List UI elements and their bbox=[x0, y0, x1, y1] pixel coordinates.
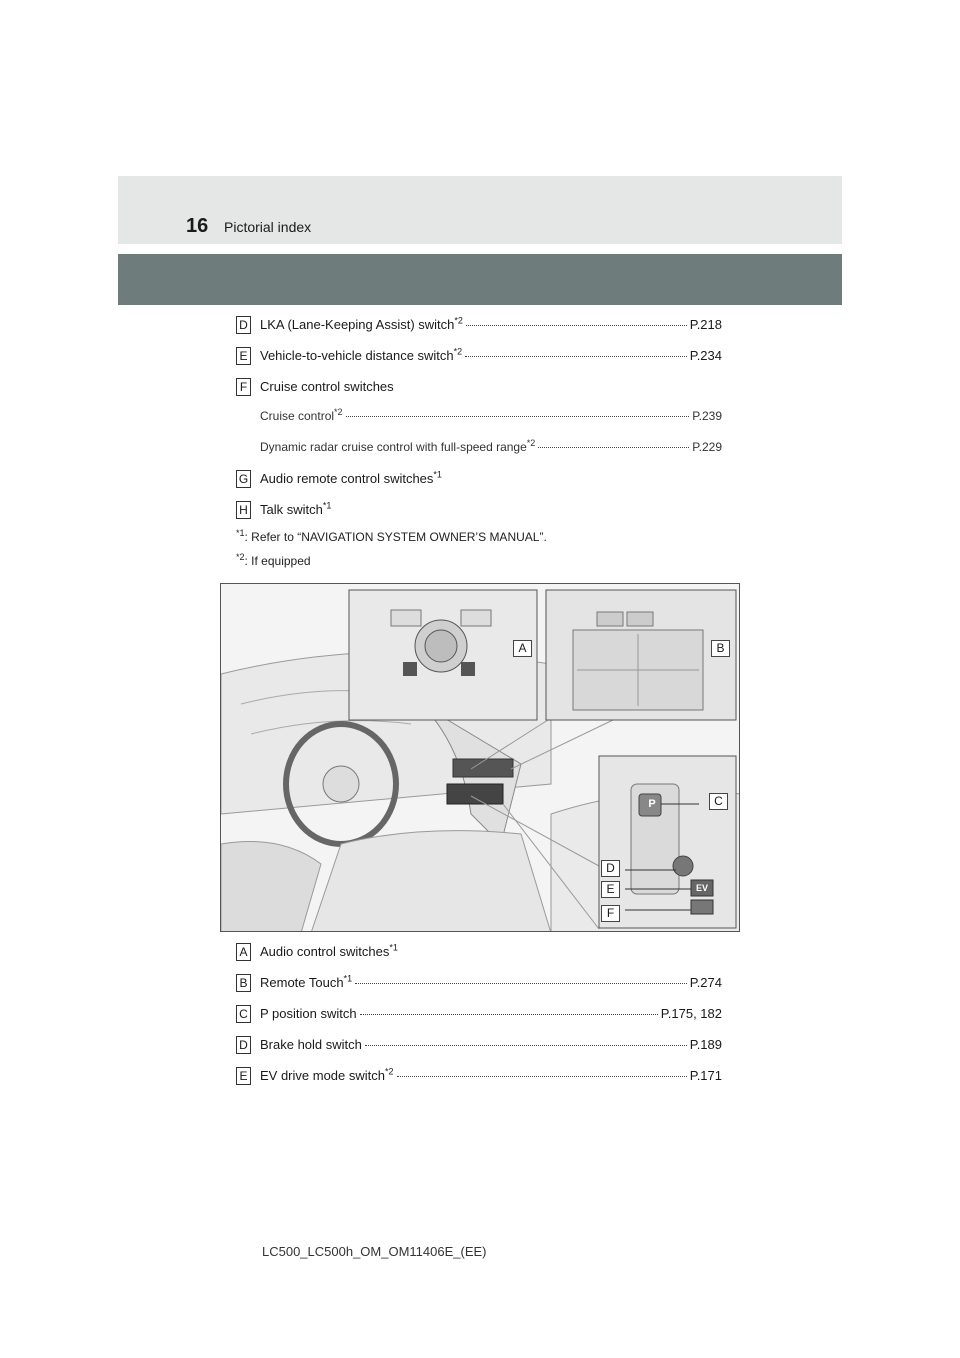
item-label: Talk switch bbox=[260, 502, 323, 517]
item-label: EV drive mode switch bbox=[260, 1068, 385, 1083]
callout-e: E bbox=[601, 881, 620, 898]
p-button-label: P bbox=[648, 798, 656, 810]
ev-button-label: EV bbox=[695, 883, 708, 893]
list-item bbox=[236, 378, 722, 398]
item-label: Cruise control switches bbox=[260, 379, 394, 394]
callout-c: C bbox=[709, 793, 728, 810]
list-subitem bbox=[236, 439, 722, 459]
list-item bbox=[236, 974, 722, 994]
callout-d: D bbox=[601, 860, 620, 877]
item-key: B bbox=[236, 974, 251, 992]
page-title: Pictorial index bbox=[224, 219, 312, 235]
item-footnote-ref: *1 bbox=[343, 973, 353, 984]
cockpit-drawing bbox=[221, 584, 740, 932]
item-key: G bbox=[236, 470, 251, 488]
list-subitem bbox=[236, 408, 722, 428]
list-item bbox=[236, 347, 722, 367]
page-reference[interactable]: P.171 bbox=[689, 1068, 722, 1083]
item-footnote-ref: *1 bbox=[433, 469, 442, 480]
list-item bbox=[236, 1036, 722, 1056]
section-band bbox=[118, 254, 842, 305]
item-footnote-ref: *1 bbox=[322, 500, 332, 511]
item-label: Audio control switches bbox=[260, 944, 390, 959]
callout-b: B bbox=[711, 640, 730, 657]
item-key: F bbox=[236, 378, 251, 396]
item-label: Remote Touch bbox=[260, 975, 344, 990]
page-reference[interactable]: P.189 bbox=[689, 1037, 722, 1052]
manual-code: LC500_LC500h_OM_OM11406E_(EE) bbox=[262, 1244, 487, 1259]
page-reference[interactable]: P.274 bbox=[689, 975, 722, 990]
item-footnote-ref: *2 bbox=[454, 315, 463, 326]
item-label: Vehicle-to-vehicle distance switch bbox=[260, 348, 454, 363]
item-footnote-ref: *2 bbox=[453, 346, 463, 357]
item-label: LKA (Lane-Keeping Assist) switch bbox=[260, 317, 455, 332]
item-footnote-ref: *2 bbox=[334, 407, 343, 417]
interior-illustration bbox=[220, 583, 740, 932]
list-item bbox=[236, 470, 722, 490]
item-key: E bbox=[236, 347, 251, 365]
item-label: Dynamic radar cruise control with full-speed range bbox=[260, 440, 527, 454]
list-item bbox=[236, 316, 722, 336]
list-item bbox=[236, 501, 722, 521]
item-key: C bbox=[236, 1005, 251, 1023]
page-reference[interactable]: P.234 bbox=[689, 348, 722, 363]
page-reference[interactable]: P.239 bbox=[692, 409, 722, 423]
page-number: 16 bbox=[186, 215, 209, 237]
item-label: Cruise control bbox=[260, 409, 335, 423]
item-key: H bbox=[236, 501, 251, 519]
list-item bbox=[236, 943, 722, 963]
item-key: E bbox=[236, 1067, 251, 1085]
page-reference[interactable]: P.229 bbox=[692, 440, 722, 454]
item-label: P position switch bbox=[260, 1006, 357, 1021]
callout-a: A bbox=[513, 640, 532, 657]
item-footnote-ref: *1 bbox=[389, 942, 398, 953]
page-reference[interactable]: P.218 bbox=[689, 317, 722, 332]
list-item bbox=[236, 1005, 722, 1025]
callout-f: F bbox=[601, 905, 620, 922]
item-key: D bbox=[236, 316, 251, 334]
list-item bbox=[236, 1067, 722, 1087]
item-label: Audio remote control switches bbox=[260, 471, 434, 486]
item-key: D bbox=[236, 1036, 251, 1054]
item-label: Brake hold switch bbox=[260, 1037, 362, 1052]
item-footnote-ref: *2 bbox=[526, 438, 536, 448]
footnote: $^{*2}$: If equipped bbox=[236, 552, 311, 568]
item-key: A bbox=[236, 943, 251, 961]
footnote: $^{*1}$: Refer to “NAVIGATION SYSTEM OWNER’S MANUAL”. bbox=[236, 528, 547, 544]
item-footnote-ref: *2 bbox=[385, 1066, 394, 1077]
page-reference[interactable]: P.175, 182 bbox=[660, 1006, 722, 1021]
